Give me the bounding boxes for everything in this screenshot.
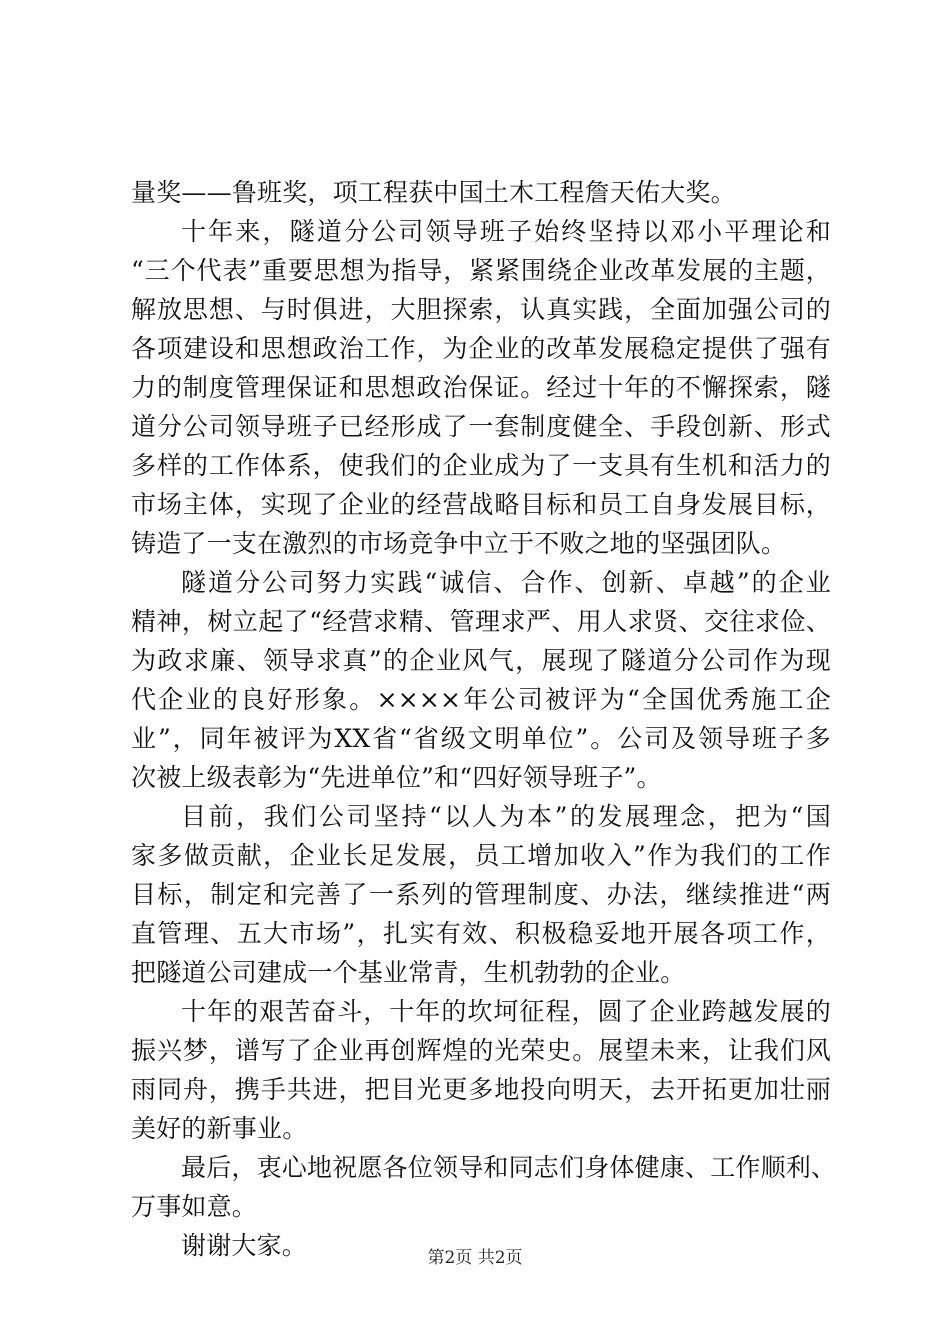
text-line: 为政求廉、领导求真”的企业风气，展现了隧道分公司作为现	[131, 646, 831, 675]
text-line: 次被上级表彰为“先进单位”和“四好领导班子”。	[131, 763, 662, 792]
text-line: 道分公司领导班子已经形成了一套制度健全、手段创新、形式	[131, 412, 831, 441]
text-line: 铸造了一支在激烈的市场竞争中立于不败之地的坚强团队。	[131, 529, 787, 558]
text-line: 目标，制定和完善了一系列的管理制度、办法，继续推进“两	[131, 880, 831, 909]
text-line: 最后，衷心地祝愿各位领导和同志们身体健康、工作顺利、	[181, 1153, 837, 1182]
text-line: 十年来，隧道分公司领导班子始终坚持以邓小平理论和	[181, 217, 831, 246]
text-line: 雨同舟，携手共进，把目光更多地投向明天，去开拓更加壮丽	[131, 1075, 831, 1104]
text-line: 隧道分公司努力实践“诚信、合作、创新、卓越”的企业	[181, 568, 831, 597]
text-line: 多样的工作体系，使我们的企业成为了一支具有生机和活力的	[131, 451, 831, 480]
text-line: 万事如意。	[131, 1192, 258, 1221]
text-line: 把隧道公司建成一个基业常青，生机勃勃的企业。	[131, 958, 686, 987]
text-line: 直管理、五大市场”，扎实有效、积极稳妥地开展各项工作，	[131, 919, 831, 948]
text-line: “三个代表”重要思想为指导，紧紧围绕企业改革发展的主题，	[131, 256, 831, 285]
text-line: 美好的新事业。	[131, 1114, 308, 1143]
text-line: 量奖——鲁班奖，项工程获中国土木工程詹天佑大奖。	[131, 178, 736, 207]
text-line: 解放思想、与时俱进，大胆探索，认真实践，全面加强公司的	[131, 295, 831, 324]
text-line: 各项建设和思想政治工作，为企业的改革发展稳定提供了强有	[131, 334, 831, 363]
text-line: 代企业的良好形象。××××年公司被评为“全国优秀施工企	[131, 685, 831, 714]
page-footer	[0, 1247, 950, 1269]
text-line: 振兴梦，谱写了企业再创辉煌的光荣史。展望未来，让我们风	[131, 1036, 831, 1065]
text-line: 市场主体，实现了企业的经营战略目标和员工自身发展目标，	[131, 490, 831, 519]
document-body	[131, 173, 837, 1265]
text-line: 目前，我们公司坚持“以人为本”的发展理念，把为“国	[181, 802, 831, 831]
text-line: 精神，树立起了“经营求精、管理求严、用人求贤、交往求俭、	[131, 607, 831, 636]
text-line: 十年的艰苦奋斗，十年的坎坷征程，圆了企业跨越发展的	[181, 997, 831, 1026]
text-line: 家多做贡献，企业长足发展，员工增加收入”作为我们的工作	[131, 841, 831, 870]
text-line: 业”，同年被评为XX省“省级文明单位”。公司及领导班子多	[131, 724, 831, 753]
text-line: 谢谢大家。	[181, 1231, 308, 1260]
text-line: 力的制度管理保证和思想政治保证。经过十年的不懈探索，隧	[131, 373, 831, 402]
page-number-label: 第2页 共2页	[427, 1248, 523, 1268]
